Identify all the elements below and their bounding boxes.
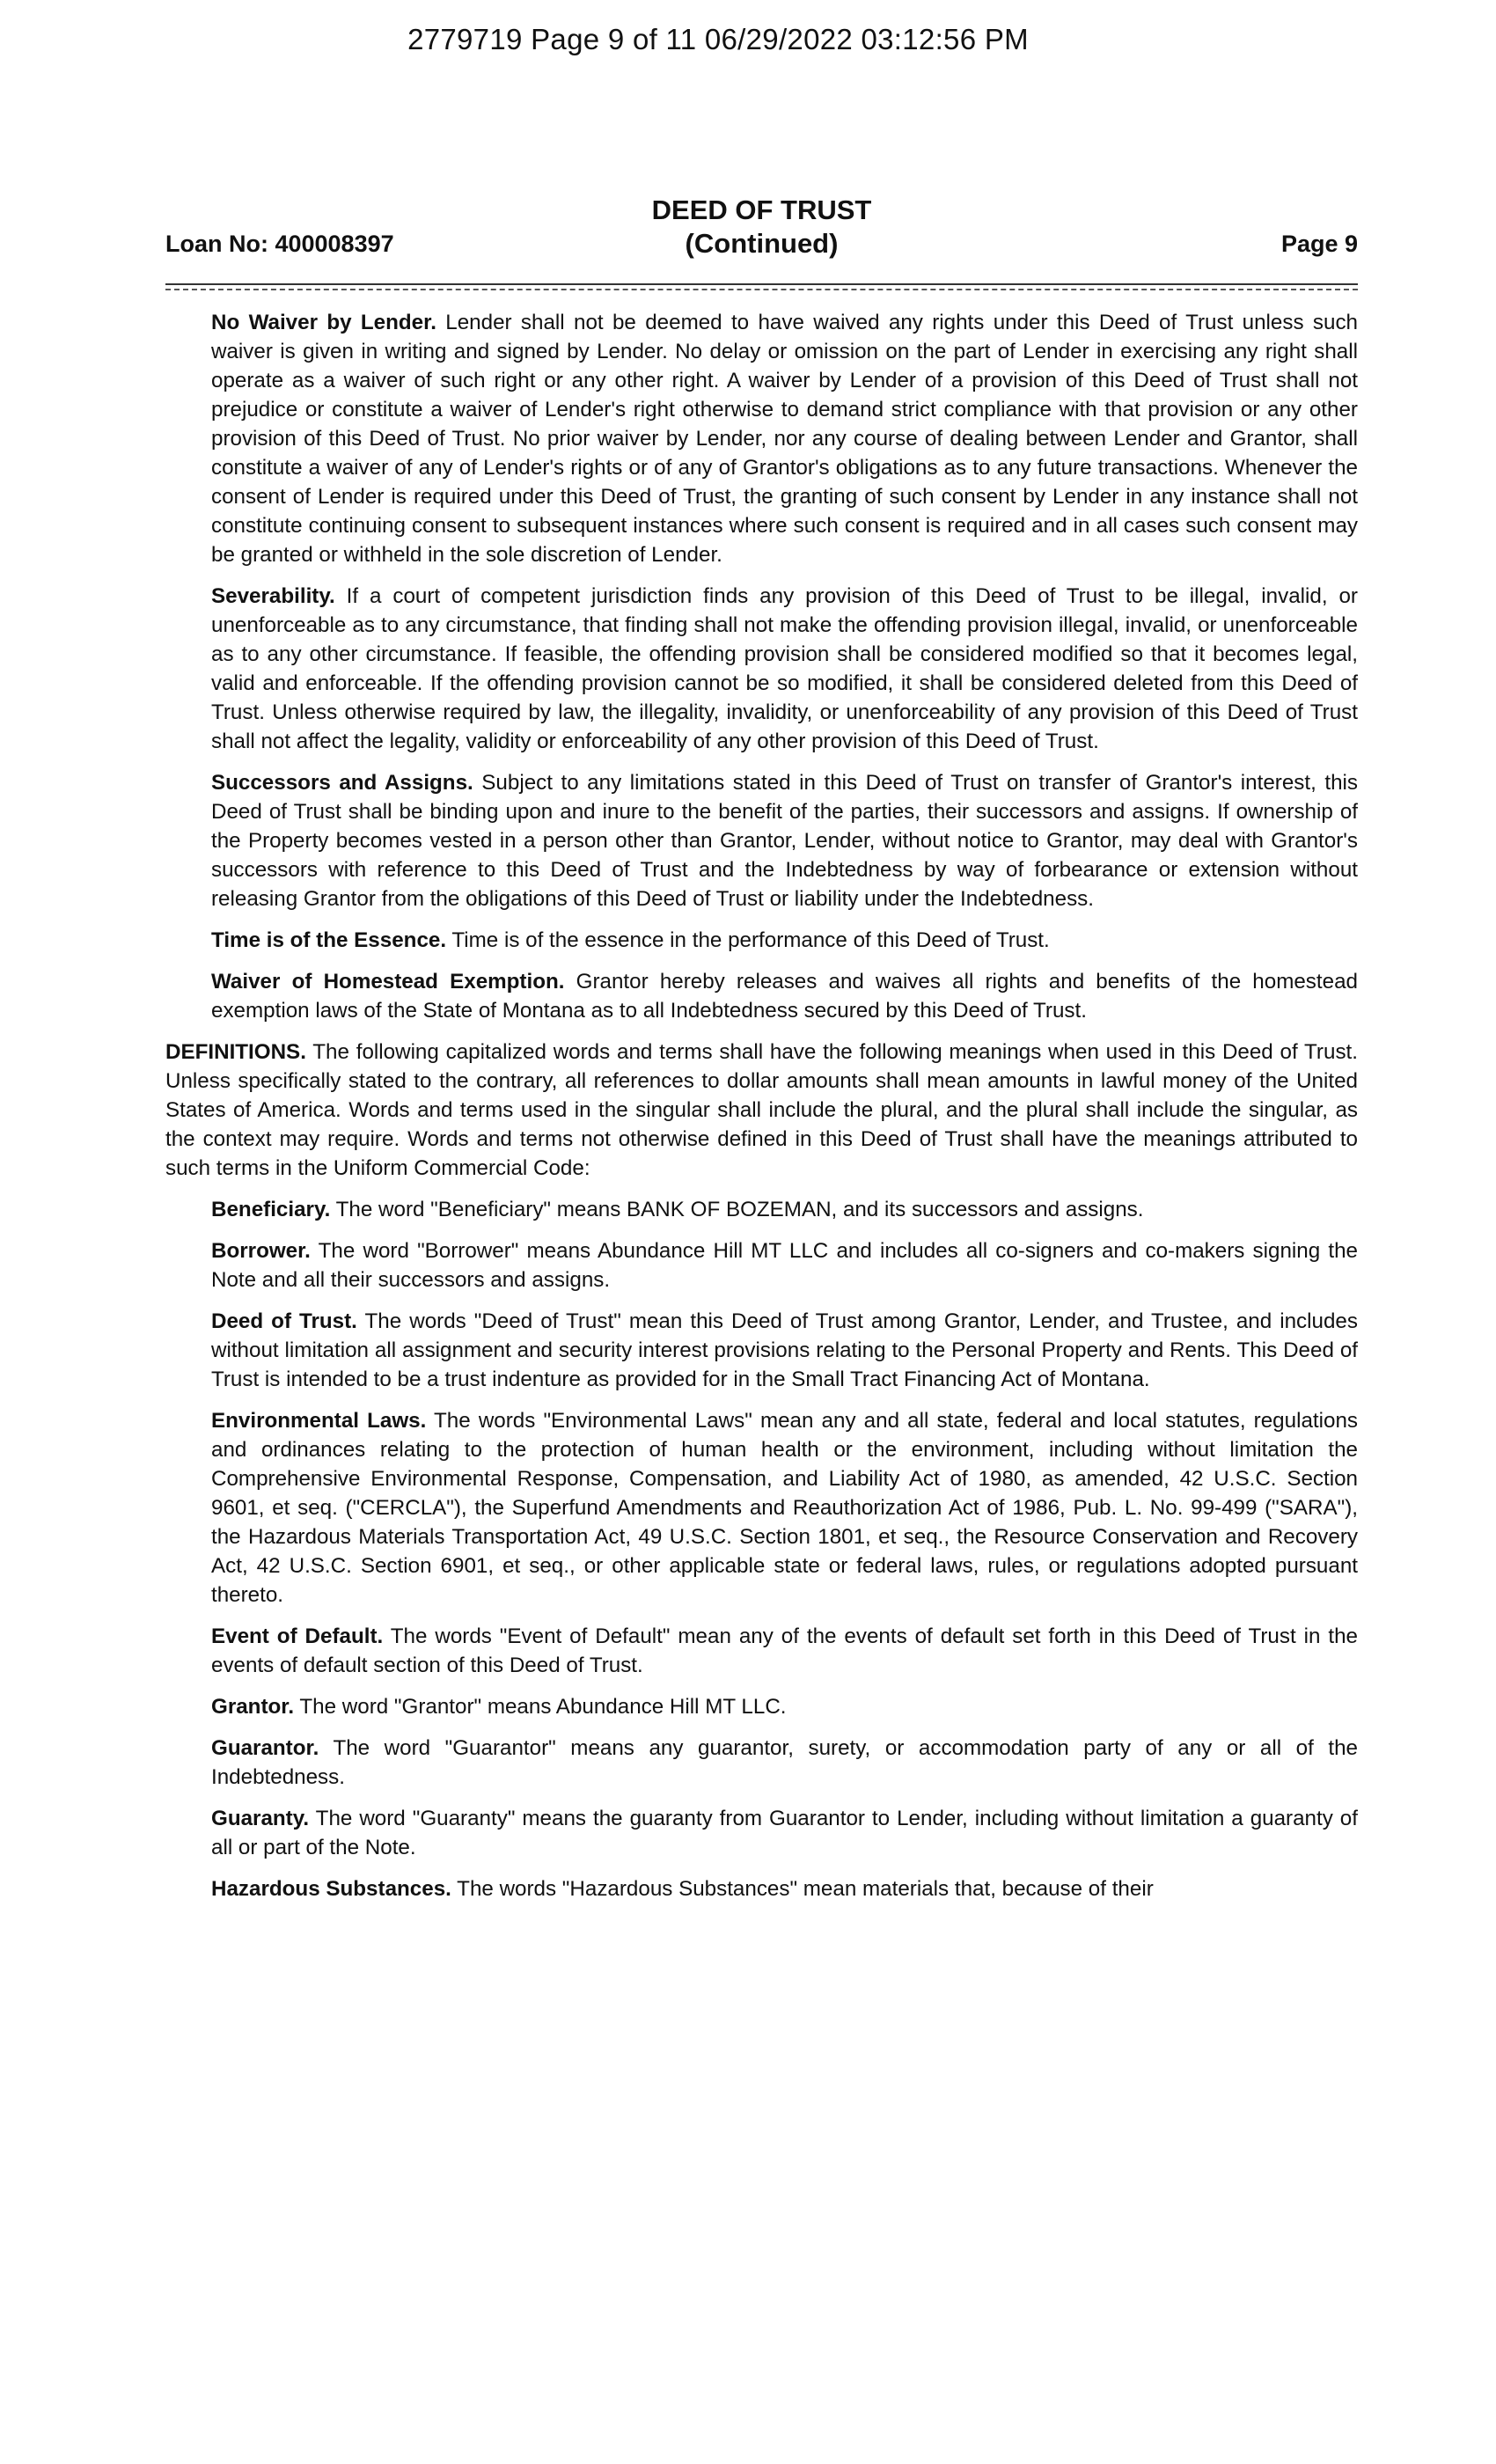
recording-stamp: 2779719 Page 9 of 11 06/29/2022 03:12:56 PM bbox=[407, 23, 1029, 55]
section-heading: No Waiver by Lender. bbox=[211, 311, 436, 334]
definition-item bbox=[211, 1406, 1358, 1610]
section-text: Subject to any limitations stated in this Deed of Trust on transfer of Grantor's interest, this Deed of Trust shall be binding upon and inure to the benefit of the parties, their successors and assigns. If ownership of the Property becomes vested in a person other than Grantor, Lender, without notice to Grantor, may deal with Grantor's successors with reference to this Deed of Trust and the Indebtedness by way of forbearance or extension without releasing Grantor from the obligations of this Deed of Trust or liability under the Indebtedness. bbox=[211, 771, 1358, 911]
section-heading: Time is of the Essence. bbox=[211, 928, 447, 952]
definition-text: The word "Borrower" means Abundance Hill MT LLC and includes all co-signers and co-makers signing the Note and all their successors and assigns. bbox=[211, 1239, 1358, 1292]
definition-term: Deed of Trust. bbox=[211, 1309, 357, 1333]
definition-text: The words "Environmental Laws" mean any and all state, federal and local statutes, regulations and ordinances relating to the protection of human health or the environment, including without limitation the Comprehensive Environmental Response, Compensation, and Liability Act of 1980, as amended, 42 U.S.C. Section 9601, et seq. ("CERCLA"), the Superfund Amendments and Reauthorization Act of 1986, Pub. L. No. 99-499 ("SARA"), the Hazardous Materials Transportation Act, 49 U.S.C. Section 1801, et seq., the Resource Conservation and Recovery Act, 42 U.S.C. Section 6901, et seq., or other applicable state or federal laws, rules, or regulations adopted pursuant thereto. bbox=[211, 1409, 1359, 1607]
section-successors bbox=[211, 768, 1358, 913]
definition-item bbox=[211, 1236, 1358, 1294]
definition-item bbox=[211, 1307, 1358, 1394]
definition-term: Environmental Laws. bbox=[211, 1409, 427, 1433]
section-text: Grantor hereby releases and waives all rights and benefits of the homestead exemption laws of the State of Montana as to all Indebtedness secured by this Deed of Trust. bbox=[211, 970, 1358, 1023]
section-heading: Successors and Assigns. bbox=[211, 771, 473, 795]
loan-number: Loan No: 400008397 bbox=[165, 231, 394, 257]
section-severability bbox=[211, 582, 1358, 756]
section-text: If a court of competent jurisdiction finds any provision of this Deed of Trust to be illegal, invalid, or unenforceable as to any circumstance, that finding shall not make the offending provision illegal, invalid, or unenforceable as to any other circumstance. If feasible, the offending provision shall be considered modified so that it becomes legal, valid and enforceable. If the offending provision cannot be so modified, it shall be considered deleted from this Deed of Trust. Unless otherwise required by law, the illegality, invalidity, or unenforceability of any provision of this Deed of Trust shall not affect the legality, validity or enforceability of any other provision of this Deed of Trust. bbox=[211, 584, 1358, 753]
section-text: Time is of the essence in the performance of this Deed of Trust. bbox=[451, 928, 1050, 952]
definition-item bbox=[211, 1692, 1358, 1721]
definitions-text: The following capitalized words and terms shall have the following meanings when used in this Deed of Trust. Unless specifically stated to the contrary, all references to dollar amounts shall mean amounts in lawful money of the United States of America. Words and terms used in the singular shall include the plural, and the plural shall include the singular, as the context may require. Words and terms not otherwise defined in this Deed of Trust shall have the meanings attributed to such terms in the Uniform Commercial Code: bbox=[165, 1040, 1358, 1180]
section-heading: Waiver of Homestead Exemption. bbox=[211, 970, 565, 994]
definition-item bbox=[211, 1804, 1358, 1862]
definition-text: The words "Event of Default" mean any of the events of default set forth in this Deed of Trust in the events of default section of this Deed of Trust. bbox=[211, 1624, 1358, 1677]
definition-item bbox=[211, 1622, 1358, 1680]
section-time-essence bbox=[211, 926, 1358, 955]
definition-term: Event of Default. bbox=[211, 1624, 384, 1648]
definition-item bbox=[211, 1195, 1358, 1224]
definition-text: The words "Hazardous Substances" mean materials that, because of their bbox=[457, 1877, 1154, 1901]
definition-item bbox=[211, 1734, 1358, 1792]
definition-term: Beneficiary. bbox=[211, 1198, 331, 1221]
section-text: Lender shall not be deemed to have waived any rights under this Deed of Trust unless such waiver is given in writing and signed by Lender. No delay or omission on the part of Lender in exercising any right shall operate as a waiver of such right or any other right. A waiver by Lender of a provision of this Deed of Trust shall not prejudice or constitute a waiver of Lender's right otherwise to demand strict compliance with that provision or any other provision of this Deed of Trust. No prior waiver by Lender, nor any course of dealing between Lender and Grantor, shall constitute a waiver of any of Lender's rights or of any of Grantor's obligations as to any future transactions. Whenever the consent of Lender is required under this Deed of Trust, the granting of such consent by Lender in any instance shall not constitute continuing consent to subsequent instances where such consent is required and in all cases such consent may be granted or withheld in the sole discretion of Lender. bbox=[211, 311, 1358, 567]
header-divider bbox=[165, 283, 1358, 292]
definition-term: Guarantor. bbox=[211, 1736, 319, 1760]
definition-term: Guaranty. bbox=[211, 1807, 310, 1830]
definition-text: The word "Guarantor" means any guarantor, surety, or accommodation party of any or all of the Indebtedness. bbox=[211, 1736, 1358, 1789]
definition-text: The word "Beneficiary" means BANK OF BOZEMAN, and its successors and assigns. bbox=[335, 1198, 1144, 1221]
title: DEED OF TRUST bbox=[651, 194, 872, 225]
definition-text: The word "Grantor" means Abundance Hill MT LLC. bbox=[299, 1695, 787, 1719]
document-body bbox=[165, 308, 1358, 1916]
definitions-heading: DEFINITIONS. bbox=[165, 1040, 306, 1064]
definition-term: Grantor. bbox=[211, 1695, 295, 1719]
section-homestead bbox=[211, 967, 1358, 1025]
document-title bbox=[165, 194, 1358, 260]
definition-term: Borrower. bbox=[211, 1239, 311, 1263]
definitions-intro bbox=[165, 1038, 1358, 1183]
definition-item bbox=[211, 1874, 1358, 1903]
page-number: Page 9 bbox=[1280, 231, 1358, 257]
section-no-waiver bbox=[211, 308, 1358, 569]
page-header bbox=[165, 185, 1358, 264]
definition-term: Hazardous Substances. bbox=[211, 1877, 451, 1901]
definition-text: The words "Deed of Trust" mean this Deed of Trust among Grantor, Lender, and Trustee, and includes without limitation all assignment and security interest provisions relating to the Personal Property and Rents. This Deed of Trust is intended to be a trust indenture as provided for in the Small Tract Financing Act of Montana. bbox=[211, 1309, 1358, 1391]
definition-text: The word "Guaranty" means the guaranty from Guarantor to Lender, including without limitation a guaranty of all or part of the Note. bbox=[211, 1807, 1358, 1859]
section-heading: Severability. bbox=[211, 584, 335, 608]
subtitle: (Continued) bbox=[685, 228, 839, 259]
